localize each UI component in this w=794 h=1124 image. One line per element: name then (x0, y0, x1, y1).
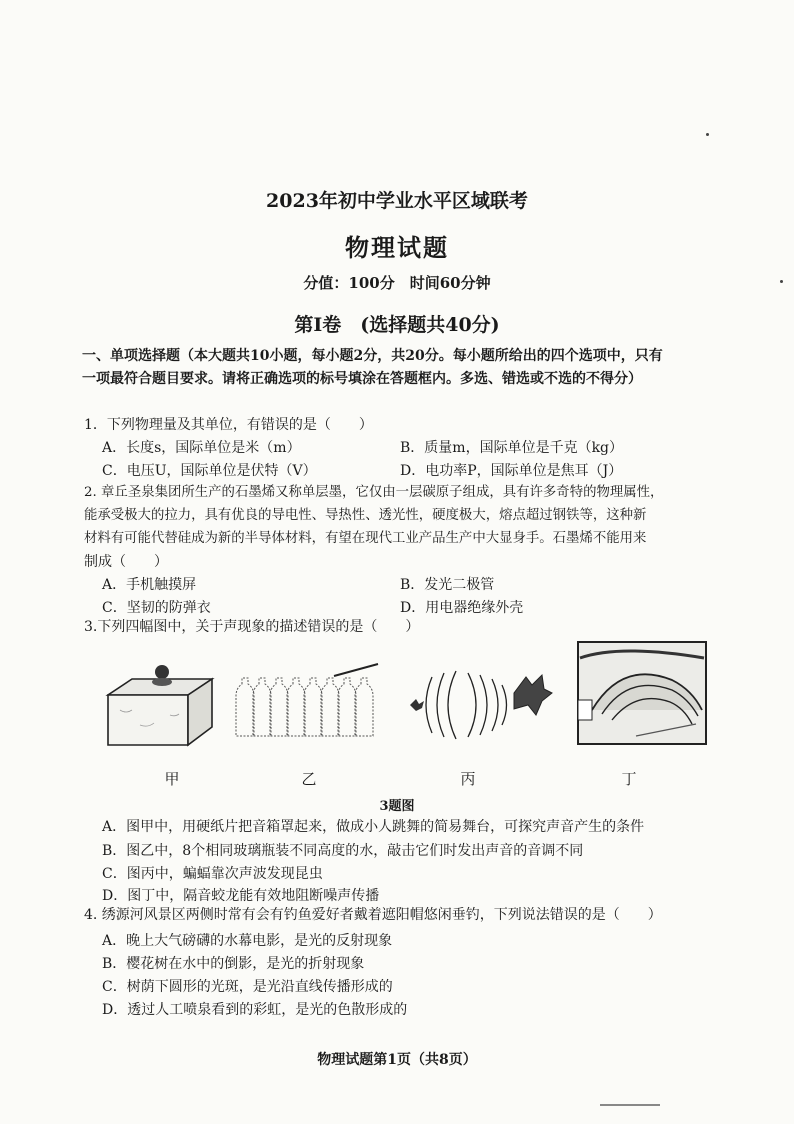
scan-speck (706, 133, 709, 136)
subject-title: 物理试题 (345, 233, 449, 262)
bottle-1 (236, 678, 254, 736)
figure-caption: 3题图 (379, 799, 415, 814)
figure-jia-speaker-illustration (100, 655, 220, 755)
q2-stem-line-1: 2. 章丘圣泉集团所生产的石墨烯又称单层墨，它仅由一层碳原子组成，具有许多奇特的物理属性， (84, 485, 664, 500)
q3-option-c: C．图丙中，蝙蝠靠次声波发现昆虫 (102, 866, 323, 882)
bottle-4 (287, 678, 305, 736)
figure-label-ding: 丁 (621, 770, 637, 788)
bottle-6 (321, 678, 339, 736)
q2-option-b: B．发光二极管 (400, 577, 495, 593)
section-title: 第Ⅰ卷 (选择题共40分) (294, 314, 500, 336)
q3-option-d: D．图丁中，隔音蛟龙能有效地阻断噪声传播 (102, 888, 380, 904)
q2-stem-line-2: 能承受极大的拉力，具有优良的导电性、导热性、透光性，硬度极大，熔点超过钢铁等，这种新 (84, 508, 647, 523)
instructions-line-2: 一项最符合题目要求。请将正确选项的标号填涂在答题框内。多选、错选或不选的不得分） (82, 371, 642, 387)
q3-option-b: B．图乙中，8个相同玻璃瓶装不同高度的水，敲击它们时发出声音的音调不同 (102, 843, 584, 859)
q1-stem: 1．下列物理量及其单位，有错误的是（ ） (84, 417, 373, 433)
q4-option-c: C．树荫下圆形的光斑，是光沿直线传播形成的 (102, 979, 393, 995)
figure-yi-bottles-illustration (232, 662, 382, 744)
scan-speck (780, 280, 783, 283)
bottle-8 (355, 678, 373, 736)
q2-stem-line-4: 制成（ ） (84, 554, 168, 570)
scan-speck (600, 1104, 660, 1106)
q2-option-a: A．手机触摸屏 (102, 577, 197, 593)
figure-label-bing: 丙 (460, 770, 476, 788)
figure-label-yi: 乙 (301, 770, 317, 788)
bottle-7 (338, 678, 356, 736)
figure-bing-bat-echolocation-illustration (402, 665, 562, 745)
figure-label-jia: 甲 (164, 770, 180, 788)
q1-option-b: B．质量m，国际单位是千克（kg） (400, 440, 624, 456)
q1-option-c: C．电压U，国际单位是伏特（V） (102, 463, 317, 479)
q2-option-d: D．用电器绝缘外壳 (400, 600, 524, 616)
page-footer: 物理试题第1页（共8页） (317, 1052, 477, 1068)
q1-option-a: A．长度s，国际单位是米（m） (102, 440, 301, 456)
q4-option-d: D．透过人工喷泉看到的彩虹，是光的色散形成的 (102, 1002, 408, 1018)
bottle-2 (253, 678, 271, 736)
q4-option-b: B．樱花树在水中的倒影，是光的折射现象 (102, 956, 365, 972)
exam-title: 2023年初中学业水平区域联考 (266, 190, 528, 212)
instructions-line-1: 一、单项选择题（本大题共10小题，每小题2分，共20分。每小题所给出的四个选项中，只有 (82, 348, 663, 364)
bottle-5 (304, 678, 322, 736)
figure-ding-noise-barrier-illustration (576, 640, 710, 748)
score-time: 分值：100分 时间60分钟 (303, 274, 491, 292)
q3-stem: 3.下列四幅图中，关于声现象的描述错误的是（ ） (84, 619, 420, 635)
q1-option-d: D．电功率P，国际单位是焦耳（J） (400, 463, 623, 479)
q2-stem-line-3: 材料有可能代替硅成为新的半导体材料，有望在现代工业产品生产中大显身手。石墨烯不能用来 (84, 531, 647, 546)
q4-option-a: A．晚上大气磅礴的水幕电影，是光的反射现象 (102, 933, 393, 949)
bottle-3 (270, 678, 288, 736)
q2-option-c: C．坚韧的防弹衣 (102, 600, 211, 616)
q3-option-a: A．图甲中，用硬纸片把音箱罩起来，做成小人跳舞的简易舞台，可探究声音产生的条件 (102, 819, 645, 835)
q4-stem: 4. 绣源河风景区两侧时常有会有钓鱼爱好者戴着遮阳帽悠闲垂钓，下列说法错误的是（ ） (84, 907, 662, 923)
